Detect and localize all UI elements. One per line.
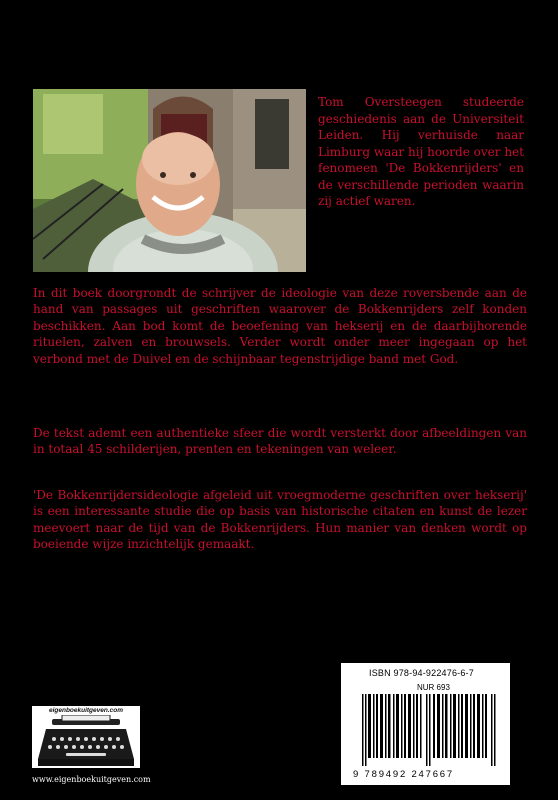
description-paragraph-2: De tekst ademt een authentieke sfeer die wordt versterkt door afbeeldingen van in totaal 45 schilderijen, prenten en tekeningen van weleer. [33, 426, 527, 457]
nur-text: NUR 693 [417, 683, 450, 692]
barcode-label [341, 663, 510, 785]
barcode-number: 9 789492 247667 [353, 769, 454, 780]
publisher-website: www.eigenboekuitgeven.com [32, 775, 151, 784]
typewriter-icon [32, 715, 140, 768]
description-paragraph-1: In dit boek doorgrondt de schrijver de ideologie van deze roversbende aan de hand van passages uit geschriften waarover de Bokkenrijders zelf konden beschikken. Aan bod komt de beoefening van hekserij en de daarbijhorende rituelen, zalven en brouwsels. Verder wordt onder meer ingegaan op het verbond met de Duivel en de schijnbaar tegenstrijdige band met God. [33, 286, 527, 366]
isbn-text: ISBN 978-94-922476-6-7 [369, 668, 474, 678]
author-photo [33, 89, 306, 272]
description-paragraph-3: 'De Bokkenrijdersideologie afgeleid uit vroegmoderne geschriften over hekserij' is een interessante studie die op basis van historische citaten en kunst de lezer meevoert naar de tijd van de Bokkenrijders. Hun manier van denken wordt op boeiende wijze inzichtelijk gemaakt. [33, 488, 527, 552]
publisher-logo [32, 706, 140, 768]
barcode-icon [362, 694, 498, 766]
author-bio: Tom Oversteegen studeerde geschiedenis aan de Universiteit Leiden. Hij verhuisde naar Limburg waar hij hoorde over het fenomeen 'De Bokkenrijders' en de verschillende perioden waarin zij actief waren. [318, 95, 524, 208]
publisher-logo-text: eigenboekuitgeven.com [48, 707, 124, 714]
